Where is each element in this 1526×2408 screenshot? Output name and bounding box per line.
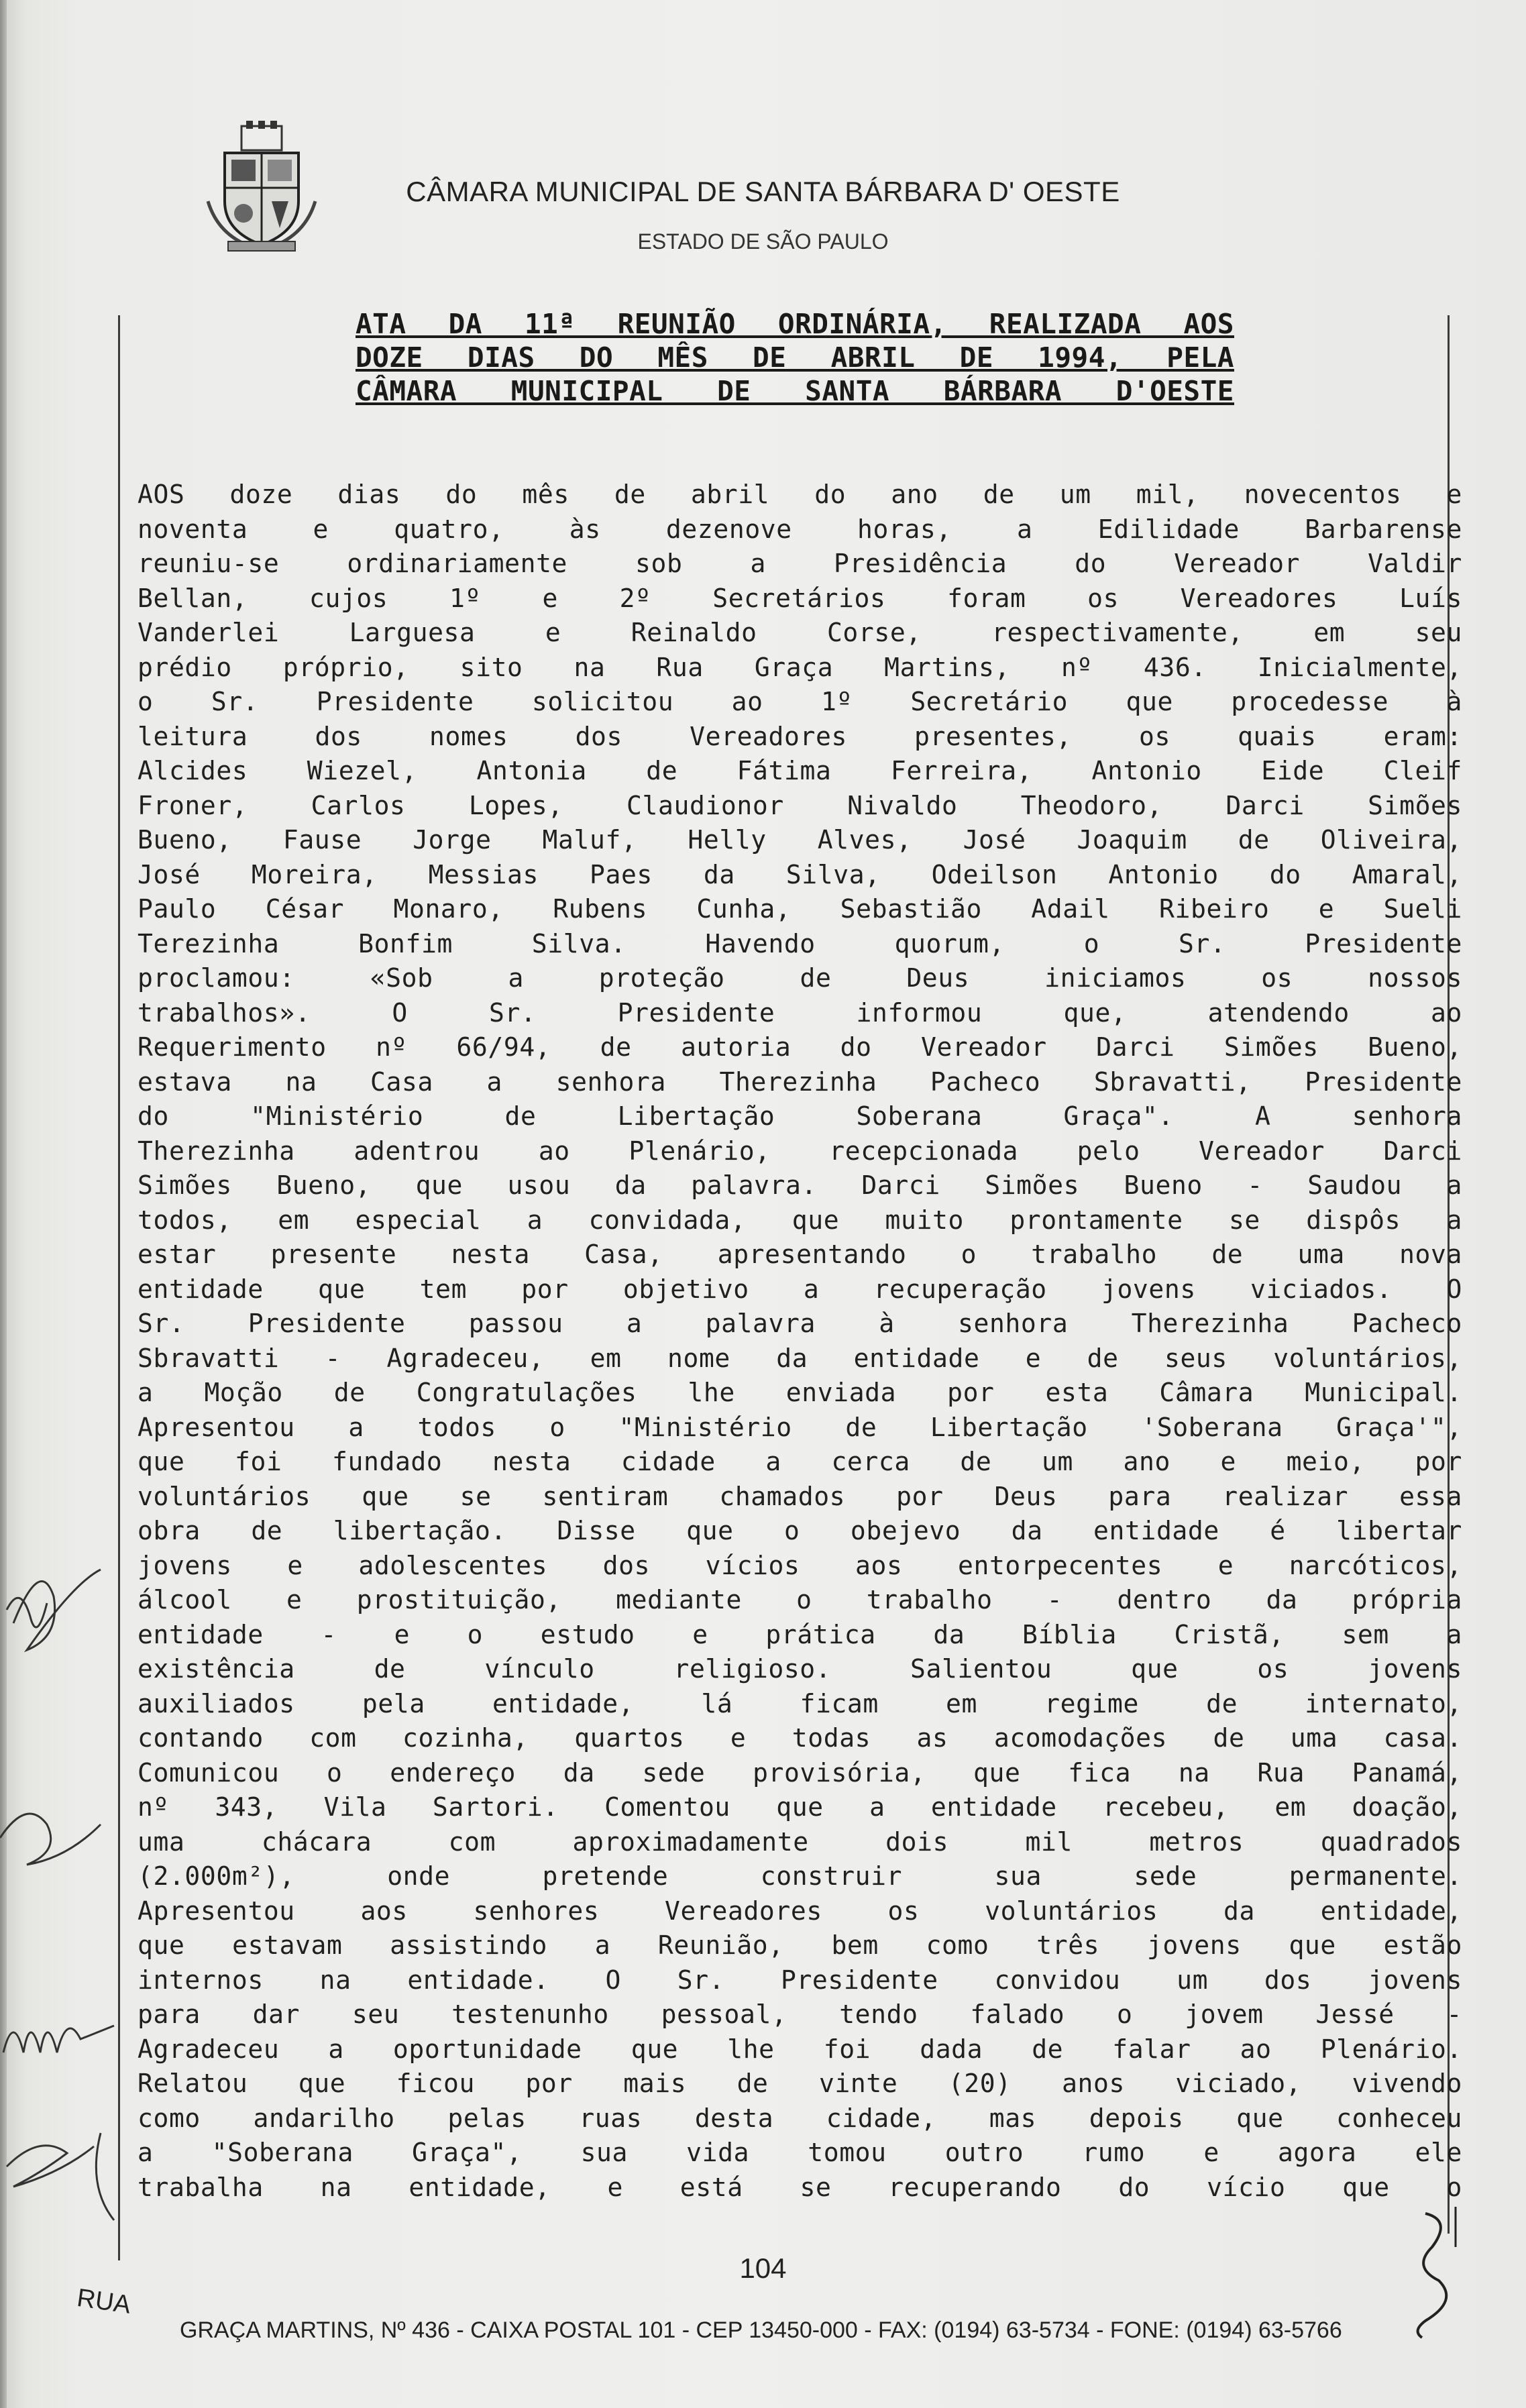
text-line: Bellan, cujos 1º e 2º Secretários foram os Vereadores Luís bbox=[138, 583, 1462, 613]
margin-signatures bbox=[0, 1543, 134, 2247]
text-line: que foi fundado nesta cidade a cerca de um ano e meio, por bbox=[138, 1447, 1462, 1476]
text-line: para dar seu testenunho pessoal, tendo falado o jovem Jessé - bbox=[138, 2000, 1462, 2029]
text-line: nº 343, Vila Sartori. Comentou que a entidade recebeu, em doação, bbox=[138, 1792, 1462, 1822]
text-line: trabalha na entidade, e está se recuperando do vício que o bbox=[138, 2172, 1462, 2202]
text-line: Comunicou o endereço da sede provisória, que fica na Rua Panamá, bbox=[138, 1757, 1462, 1788]
text-line: existência de vínculo religioso. Salientou que os jovens bbox=[138, 1654, 1462, 1684]
page-number: 104 bbox=[739, 2252, 787, 2284]
text-line: Terezinha Bonfim Silva. Havendo quorum, o Sr. Presidente bbox=[138, 928, 1462, 959]
text-line: entidade - e o estudo e prática da Bíblia Cristã, sem a bbox=[138, 1619, 1462, 1649]
text-line: a "Soberana Graça", sua vida tomou outro rumo e agora ele bbox=[138, 2138, 1462, 2167]
text-line: noventa e quatro, às dezenove horas, a Edilidade Barbarense bbox=[138, 514, 1462, 544]
minute-title bbox=[356, 307, 1234, 408]
text-line: a Moção de Congratulações lhe enviada por esta Câmara Municipal. bbox=[138, 1378, 1462, 1407]
text-line: proclamou: «Sob a proteção de Deus iniciamos os nossos bbox=[138, 963, 1462, 993]
text-line: voluntários que se sentiram chamados por Deus para realizar essa bbox=[138, 1481, 1462, 1511]
footer-street-prefix: RUA bbox=[75, 2284, 133, 2319]
text-line: estava na Casa a senhora Therezinha Pacheco Sbravatti, Presidente bbox=[138, 1066, 1462, 1097]
text-line: Agradeceu a oportunidade que lhe foi dada de falar ao Plenário. bbox=[138, 2034, 1462, 2064]
text-line: do "Ministério de Libertação Soberana Graça". A senhora bbox=[138, 1101, 1462, 1131]
text-line: como andarilho pelas ruas desta cidade, mas depois que conheceu bbox=[138, 2103, 1462, 2133]
text-line: obra de libertação. Disse que o obejevo da entidade é libertar bbox=[138, 1516, 1462, 1545]
minute-body bbox=[138, 478, 1462, 2205]
text-line: Froner, Carlos Lopes, Claudionor Nivaldo Theodoro, Darci Simões bbox=[138, 790, 1462, 820]
text-line: Sr. Presidente passou a palavra à senhora Therezinha Pacheco bbox=[138, 1309, 1462, 1338]
text-line: leitura dos nomes dos Vereadores presentes, os quais eram: bbox=[138, 721, 1462, 751]
text-line: entidade que tem por objetivo a recuperação jovens viciados. O bbox=[138, 1274, 1462, 1304]
text-line: José Moreira, Messias Paes da Silva, Odeilson Antonio do Amaral, bbox=[138, 859, 1462, 889]
institution-name: CÂMARA MUNICIPAL DE SANTA BÁRBARA D' OESTE bbox=[406, 176, 1120, 207]
text-line: reuniu-se ordinariamente sob a Presidência do Vereador Valdir bbox=[138, 549, 1462, 578]
text-line: que estavam assistindo a Reunião, bem como três jovens que estão bbox=[138, 1930, 1462, 1960]
footer-address: GRAÇA MARTINS, Nº 436 - CAIXA POSTAL 101 - CEP 13450-000 - FAX: (0194) 63-5734 - FONE: (0194) 63-5766 bbox=[180, 2317, 1342, 2343]
text-line: auxiliados pela entidade, lá ficam em regime de internato, bbox=[138, 1688, 1462, 1718]
text-line: Therezinha adentrou ao Plenário, recepcionada pelo Vereador Darci bbox=[138, 1136, 1462, 1166]
state-name: ESTADO DE SÃO PAULO bbox=[637, 229, 889, 254]
text-line: trabalhos». O Sr. Presidente informou que, atendendo ao bbox=[138, 997, 1462, 1028]
text-line: o Sr. Presidente solicitou ao 1º Secretário que procedesse à bbox=[138, 687, 1462, 716]
text-line: estar presente nesta Casa, apresentando o trabalho de uma nova bbox=[138, 1240, 1462, 1269]
text-line: Paulo César Monaro, Rubens Cunha, Sebastião Adail Ribeiro e Sueli bbox=[138, 894, 1462, 924]
letterhead-footer bbox=[75, 2284, 1501, 2358]
text-line: Alcides Wiezel, Antonia de Fátima Ferreira, Antonio Eide Cleif bbox=[138, 756, 1462, 785]
text-line: Apresentou a todos o "Ministério de Libertação 'Soberana Graça'", bbox=[138, 1412, 1462, 1442]
text-line: (2.000m²), onde pretende construir sua sede permanente. bbox=[138, 1861, 1462, 1891]
text-line: Sbravatti - Agradeceu, em nome da entidade e de seus voluntários, bbox=[138, 1343, 1462, 1373]
text-line: internos na entidade. O Sr. Presidente convidou um dos jovens bbox=[138, 1965, 1462, 1995]
text-line: Vanderlei Larguesa e Reinaldo Corse, respectivamente, em seu bbox=[138, 618, 1462, 647]
text-line: contando com cozinha, quartos e todas as acomodações de uma casa. bbox=[138, 1723, 1462, 1753]
text-line: AOS doze dias do mês de abril do ano de um mil, novecentos e bbox=[138, 480, 1462, 509]
text-line: álcool e prostituição, mediante o trabalho - dentro da própria bbox=[138, 1585, 1462, 1615]
text-line: prédio próprio, sito na Rua Graça Martins, nº 436. Inicialmente, bbox=[138, 652, 1462, 682]
title-line: DOZE DIAS DO MÊS DE ABRIL DE 1994, PELA bbox=[356, 341, 1234, 374]
title-line: ATA DA 11ª REUNIÃO ORDINÁRIA, REALIZADA AOS bbox=[356, 308, 1234, 340]
text-line: jovens e adolescentes dos vícios aos entorpecentes e narcóticos, bbox=[138, 1550, 1462, 1580]
text-line: Apresentou aos senhores Vereadores os voluntários da entidade, bbox=[138, 1896, 1462, 1926]
text-line: Simões Bueno, que usou da palavra. Darci Simões Bueno - Saudou a bbox=[138, 1170, 1462, 1200]
title-line: CÂMARA MUNICIPAL DE SANTA BÁRBARA D'OESTE bbox=[356, 375, 1234, 407]
text-line: todos, em especial a convidada, que muito prontamente se dispôs a bbox=[138, 1205, 1462, 1235]
text-line: Requerimento nº 66/94, de autoria do Vereador Darci Simões Bueno, bbox=[138, 1032, 1462, 1062]
text-line: Bueno, Fause Jorge Maluf, Helly Alves, José Joaquim de Oliveira, bbox=[138, 825, 1462, 855]
text-line: uma chácara com aproximadamente dois mil metros quadrados bbox=[138, 1826, 1462, 1857]
text-line: Relatou que ficou por mais de vinte (20) anos viciado, vivendo bbox=[138, 2069, 1462, 2098]
